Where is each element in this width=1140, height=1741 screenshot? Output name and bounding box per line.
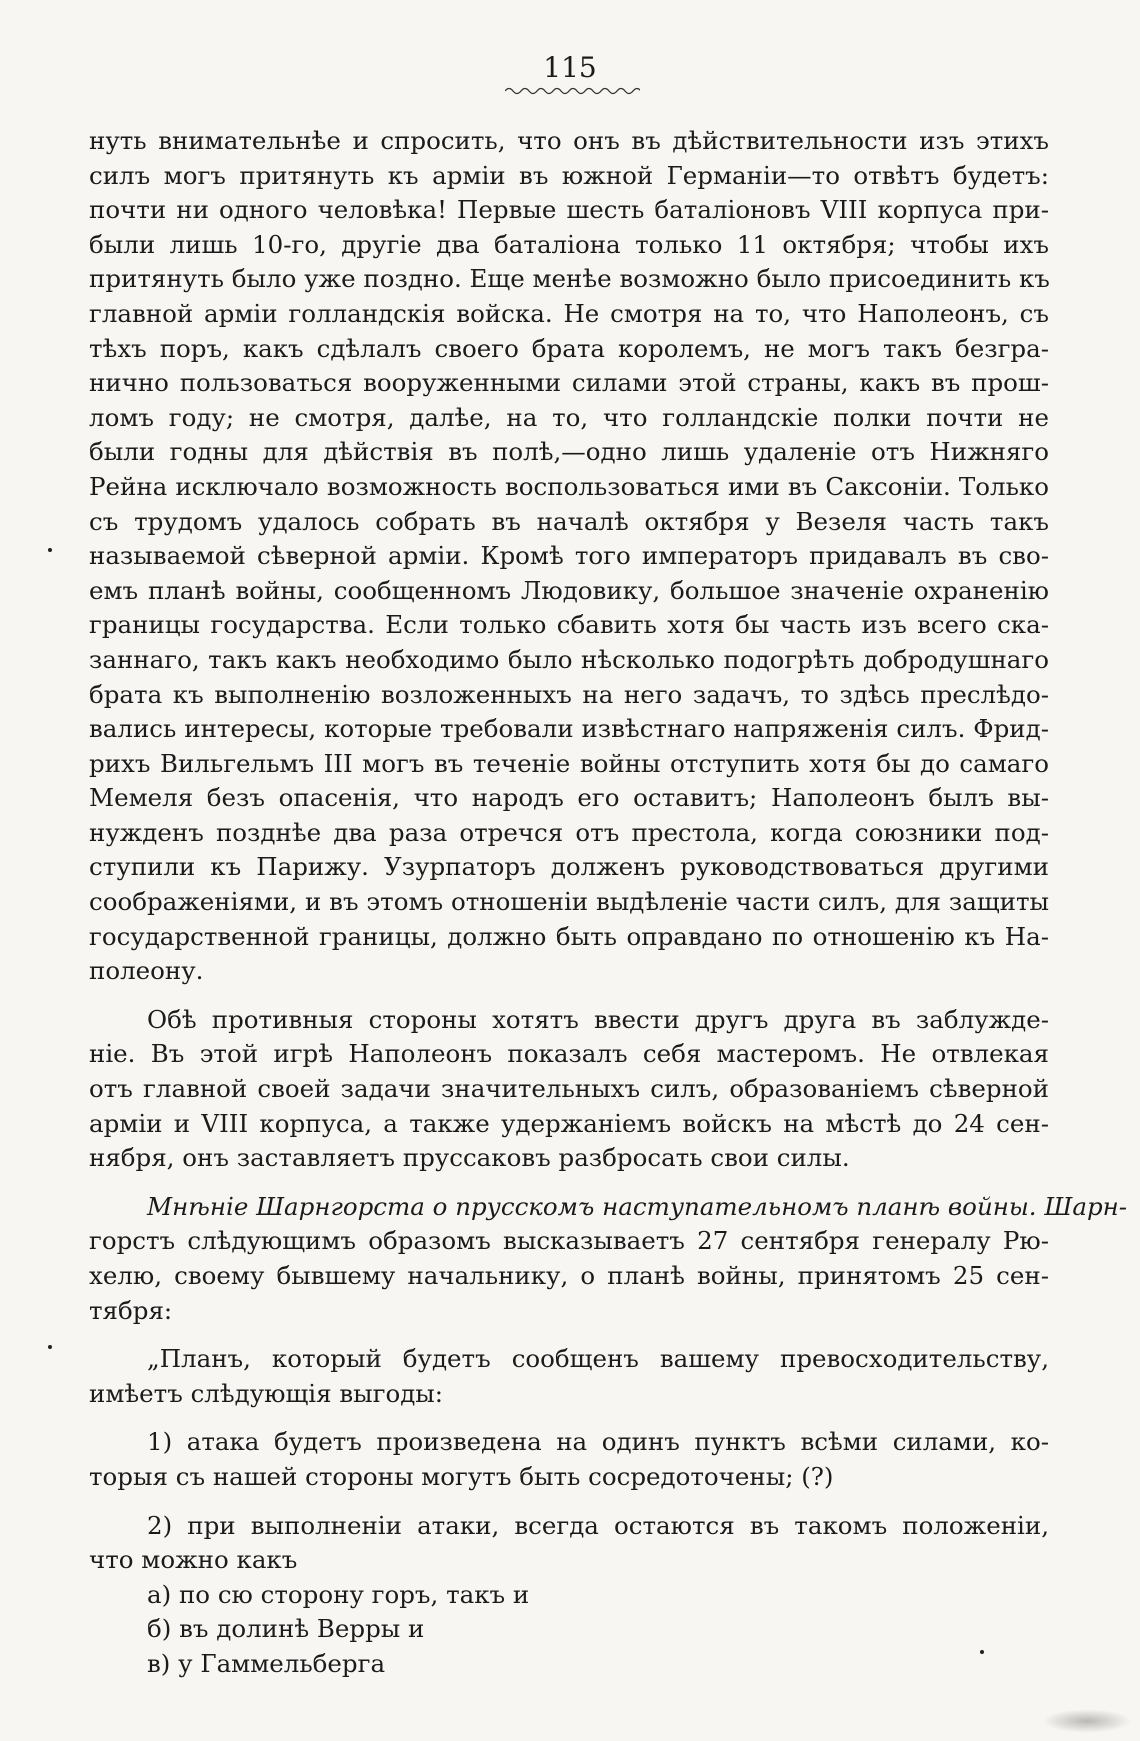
text-line: называемой сѣверной арміи. Кромѣ того императоръ придавалъ въ сво- — [89, 541, 1049, 571]
text-line: Обѣ противныя стороны хотятъ ввести другъ друга въ заблужде- — [147, 1004, 1049, 1034]
text-line: съ трудомъ удалось собрать въ началѣ октября у Везеля часть такъ — [89, 506, 1049, 536]
text-line: „Планъ, который будетъ сообщенъ вашему превосходительству, — [147, 1344, 1049, 1374]
text-line: имѣетъ слѣдующія выгоды: — [89, 1378, 444, 1408]
text-line: нично пользоваться вооруженными силами этой страны, какъ въ прош- — [89, 368, 1049, 398]
scan-smudge — [1042, 1709, 1132, 1733]
ink-speck — [980, 1650, 984, 1654]
text-line: арміи и VIII корпуса, а также удержаніемъ войскъ на мѣстѣ до 24 сен- — [89, 1108, 1049, 1138]
text-line: брата къ выполненію возложенныхъ на него задачъ, то здѣсь преслѣдо- — [89, 679, 1049, 709]
text-line: емъ планѣ войны, сообщенномъ Людовику, большое значеніе охраненію — [89, 575, 1049, 605]
text-line: нября, онъ заставляетъ пруссаковъ разбросать свои силы. — [89, 1143, 850, 1173]
text-line: соображеніями, и въ этомъ отношеніи выдѣленіе части силъ, для защиты — [89, 887, 1049, 917]
text-line: что можно какъ — [89, 1545, 298, 1575]
text-line: 1) атака будетъ произведена на одинъ пунктъ всѣми силами, ко- — [147, 1427, 1049, 1457]
text-line: заннаго, такъ какъ необходимо было нѣсколько подогрѣть добродушнаго — [89, 644, 1049, 674]
text-line: Рейна исключало возможность воспользоваться ими въ Саксоніи. Только — [89, 471, 1049, 501]
text-line: главной арміи голландскія войска. Не смотря на то, что Наполеонъ, съ — [89, 298, 1049, 328]
text-line: границы государства. Если только сбавить хотя бы часть изъ всего ска- — [89, 610, 1049, 640]
text-line: горстъ слѣдующимъ образомъ высказываетъ 27 сентября генералу Рю- — [89, 1226, 1049, 1256]
text-line: тѣхъ поръ, какъ сдѣлалъ своего брата королемъ, не могъ такъ безгра- — [89, 333, 1049, 363]
body-text — [89, 124, 1128, 1682]
text-line: торыя съ нашей стороны могутъ быть сосредоточены; (?) — [89, 1461, 834, 1491]
text-line: вались интересы, которые требовали извѣстнаго напряженія силъ. Фрид- — [89, 714, 1049, 744]
page-number: 115 — [543, 51, 597, 84]
text-line: почти ни одного человѣка! Первые шесть баталіоновъ VIII корпуса при- — [89, 195, 1049, 225]
list-item: а) по сю сторону горъ, такъ и — [147, 1579, 530, 1609]
ink-speck — [48, 1345, 52, 1349]
text-line: были годны для дѣйствія въ полѣ,—одно лишь удаленіе отъ Нижняго — [89, 437, 1049, 467]
text-line: притянуть было уже поздно. Еще менѣе возможно было присоединить къ — [89, 264, 1050, 294]
text-line: были лишь 10-го, другіе два баталіона только 11 октября; чтобы ихъ — [89, 229, 1049, 259]
text-line: отъ главной своей задачи значительныхъ силъ, образованіемъ сѣверной — [89, 1074, 1049, 1104]
text-line: нуть внимательнѣе и спросить, что онъ въ дѣйствительности изъ этихъ — [89, 126, 1049, 155]
text-line: ніе. Въ этой игрѣ Наполеонъ показалъ себя мастеромъ. Не отвлекая — [89, 1039, 1049, 1069]
text-line: Мемеля безъ опасенія, что народъ его оставитъ; Наполеонъ былъ вы- — [89, 783, 1049, 813]
list-item: б) въ долинѣ Верры и — [147, 1614, 425, 1644]
page-number-ornament — [505, 86, 640, 96]
text-line: полеону. — [89, 956, 204, 986]
text-line: хелю, своему бывшему начальнику, о планѣ войны, принятомъ 25 сен- — [89, 1261, 1049, 1290]
text-line: 2) при выполненіи атаки, всегда остаются въ такомъ положеніи, — [147, 1510, 1049, 1540]
text-line: ступили къ Парижу. Узурпаторъ долженъ руководствоваться другими — [89, 852, 1049, 882]
text-line: рихъ Вильгельмъ III могъ въ теченіе войны отступить хотя бы до самаго — [89, 748, 1049, 778]
text-line: государственной границы, должно быть оправдано по отношенію къ На- — [89, 921, 1049, 951]
text-line: ломъ году; не смотря, далѣе, на то, что голландскіе полки почти не — [89, 402, 1049, 432]
text-line: тября: — [89, 1295, 173, 1325]
text-line: силъ могъ притянуть къ арміи въ южной Германіи—то отвѣтъ будетъ: — [89, 160, 1049, 190]
text-line: нужденъ позднѣе два раза отречся отъ престола, когда союзники под- — [89, 817, 1049, 847]
ink-speck — [48, 548, 52, 552]
list-item: в) у Гаммельберга — [147, 1648, 386, 1678]
section-heading-line: Мнѣніе Шарнгорста о прусскомъ наступательномъ планѣ войны. Шарн- — [147, 1191, 1128, 1221]
